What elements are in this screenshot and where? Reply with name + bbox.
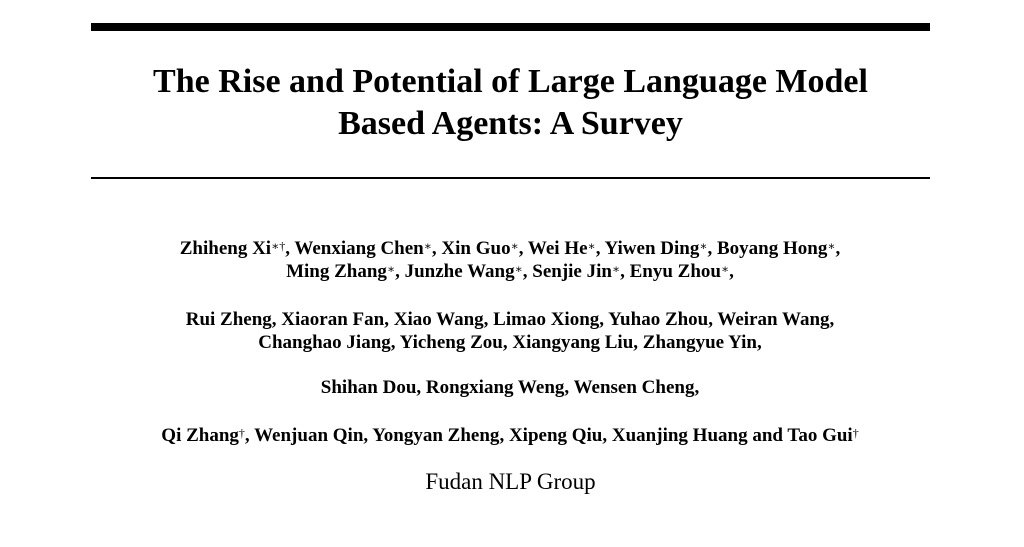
author-name: Ming Zhang [286,261,387,282]
author-separator: , [384,309,394,330]
author-separator: , [707,238,717,259]
author [608,309,717,330]
author-name: Yiwen Ding [604,238,700,259]
author-separator: , [518,238,528,259]
author [717,309,834,330]
author-separator: , [599,309,609,330]
author-separator: , [271,309,282,330]
author-separator: , [829,309,835,330]
author [394,309,493,330]
author-group-2 [60,308,960,354]
author-line [60,331,960,354]
author-separator: , [633,332,643,353]
author [186,309,282,330]
author-mark: ∗ [386,262,396,276]
author-line [60,424,960,447]
author-separator: , [499,425,509,446]
author-name: Zhangyue Yin [642,332,757,353]
author [512,332,642,353]
author-separator: , [244,425,255,446]
author-name: Enyu Zhou [629,261,721,282]
author [528,238,605,259]
author-name: Qi Zhang [161,425,239,446]
author-mark: † [852,426,859,440]
author-line [60,260,960,283]
author-separator: , [395,261,405,282]
author-separator: , [285,238,295,259]
author-separator: and [747,425,788,446]
author [281,309,393,330]
author [161,425,254,446]
author-name: Senjie Jin [532,261,612,282]
author [254,425,372,446]
author-line [60,237,960,260]
author-separator: , [502,332,513,353]
author-name: Rui Zheng [185,309,272,330]
author [612,425,788,446]
author-name: Limao Xiong [493,309,600,330]
author-name: Xiangyang Liu [512,332,634,353]
author-mark: ∗† [271,239,286,253]
author-mark: ∗ [611,262,621,276]
author [400,332,513,353]
author-name: Wenxiang Chen [294,238,424,259]
author-mark: ∗ [510,239,519,253]
author-separator: , [595,238,605,259]
author [258,332,399,353]
author-separator: , [416,377,426,398]
author [605,238,718,259]
author-group-1 [60,237,960,283]
author-name: Xin Guo [441,238,511,259]
affiliation: Fudan NLP Group [425,469,596,494]
author-separator: , [620,261,630,282]
author-separator: , [483,309,494,330]
author-mark: ∗ [720,262,730,276]
title-line-1: The Rise and Potential of Large Language Model [153,63,868,100]
author [372,425,509,446]
author-mark: ∗ [423,239,432,253]
author-name: Shihan Dou [320,377,417,398]
author [574,377,700,398]
author-name: Boyang Hong [717,238,828,259]
author-name: Wensen Cheng [573,377,695,398]
paper-title [91,61,930,145]
author [426,377,574,398]
author-name: Weiran Wang [717,309,830,330]
author-name: Rongxiang Weng [425,377,565,398]
author [286,261,405,282]
author-mark: ∗ [699,239,708,253]
author [630,261,734,282]
author-separator: , [602,425,612,446]
author-group-3 [60,376,960,399]
author-name: Junzhe Wang [404,261,515,282]
author-line [60,308,960,331]
author [643,332,762,353]
top-rule [91,23,930,31]
author [493,309,608,330]
author-separator: , [757,332,762,353]
author-name: Yongyan Zheng [372,425,500,446]
author-mark: ∗ [587,239,596,253]
author-name: Yicheng Zou [399,332,503,353]
bottom-rule [91,177,930,179]
author-mark: † [238,426,245,440]
author-separator: , [522,261,533,282]
author [180,238,295,259]
author-name: Changhao Jiang [258,332,391,353]
author-separator: , [694,377,700,398]
author-name: Zhiheng Xi [179,238,272,259]
author-name: Tao Gui [787,425,853,446]
author [532,261,629,282]
author-name: Xipeng Qiu [508,425,603,446]
author-name: Wei He [527,238,588,259]
author-mark: ∗ [514,262,523,276]
author-name: Xiao Wang [393,309,484,330]
author-separator: , [835,238,841,259]
author-separator: , [390,332,400,353]
author [717,238,840,259]
author-mark: ∗ [827,239,836,253]
author-name: Xuanjing Huang [611,425,748,446]
author [321,377,426,398]
author-group-4 [60,424,960,447]
author [294,238,441,259]
author-name: Yuhao Zhou [608,309,709,330]
author [787,425,858,446]
author [405,261,533,282]
author-name: Xiaoran Fan [281,309,385,330]
author [441,238,528,259]
author-separator: , [729,261,734,282]
author-separator: , [363,425,373,446]
author-separator: , [564,377,574,398]
title-line-2: Based Agents: A Survey [338,105,683,142]
author-line [60,376,960,399]
author-separator: , [708,309,718,330]
author-separator: , [431,238,442,259]
author-name: Wenjuan Qin [254,425,364,446]
author [509,425,612,446]
